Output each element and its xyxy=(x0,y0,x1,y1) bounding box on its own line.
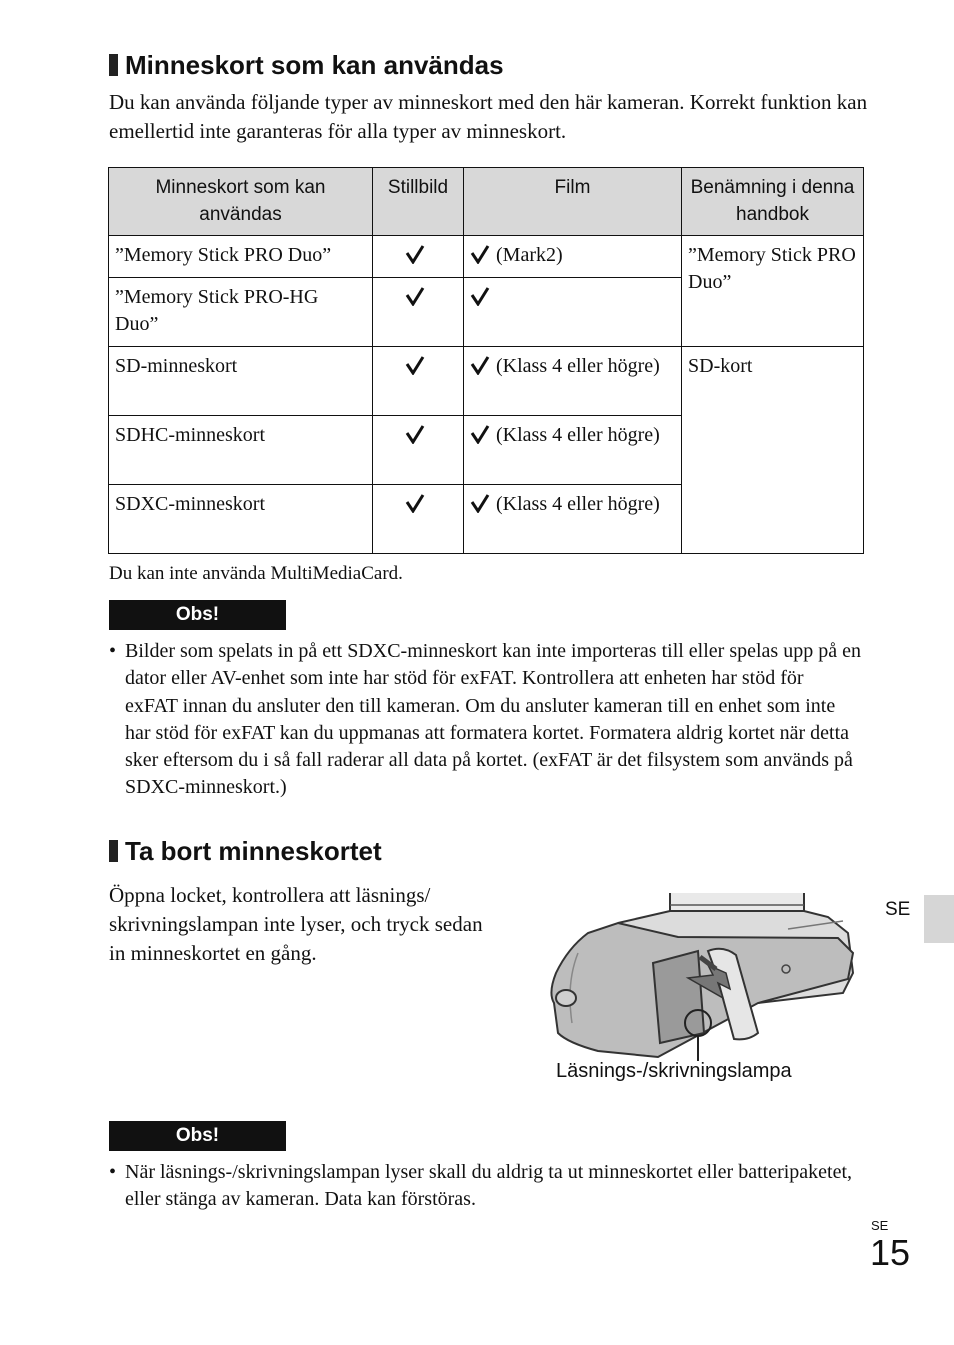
film-note: (Klass 4 eller högre) xyxy=(496,424,660,446)
col-header-card: Minneskort som kan användas xyxy=(109,168,373,236)
section-title: Ta bort minneskortet xyxy=(125,836,382,866)
film-cell xyxy=(464,278,682,347)
obs-label: Obs! xyxy=(109,1121,286,1151)
obs-text: Bilder som spelats in på ett SDXC-minneskort kan inte importeras till eller spelas upp på en dator eller AV-enhet som inte har stöd för exFAT. Kontrollera att enheten har stöd för exFAT innan du ansluter den till kameran. Om du ansluter kameran till en enhet som inte har stöd för exFAT kan du uppmanas att formatera kortet. Formatera aldrig kortet när detta sker eftersom du i så fall raderar all data på kortet. (exFAT är det filsystem som används på SDXC-minneskort.) xyxy=(125,640,861,799)
still-cell xyxy=(373,347,464,416)
check-icon xyxy=(470,244,490,264)
remove-instructions: Öppna locket, kontrollera att läsnings/ skrivningslampan inte lyser, och tryck sedan in minneskortet en gång. xyxy=(109,883,483,965)
card-type-cell: ”Memory Stick PRO Duo” xyxy=(109,236,373,278)
table-header-row xyxy=(109,168,864,236)
intro-paragraph: Du kan använda följande typer av minneskort med den här kameran. Korrekt funktion kan emellertid inte garanteras för alla typer av minneskort. xyxy=(109,90,868,143)
heading-marker-icon xyxy=(109,840,118,862)
section-heading-remove-card xyxy=(109,836,382,866)
check-icon xyxy=(405,355,425,375)
card-type-cell: ”Memory Stick PRO-HG Duo” xyxy=(109,278,373,347)
obs-bullet xyxy=(109,638,861,802)
check-icon xyxy=(470,493,490,513)
camera-illustration xyxy=(548,893,858,1063)
film-cell xyxy=(464,485,682,554)
obs-label: Obs! xyxy=(109,600,286,630)
col-header-still: Stillbild xyxy=(373,168,464,236)
film-note: (Klass 4 eller högre) xyxy=(496,493,660,515)
still-cell xyxy=(373,236,464,278)
table-note: Du kan inte använda MultiMediaCard. xyxy=(109,563,403,584)
obs-bullet xyxy=(109,1159,861,1214)
film-cell xyxy=(464,347,682,416)
check-icon xyxy=(470,355,490,375)
film-cell xyxy=(464,236,682,278)
film-note: (Mark2) xyxy=(496,244,563,266)
check-icon xyxy=(405,424,425,444)
col-header-film: Film xyxy=(464,168,682,236)
check-icon xyxy=(470,424,490,444)
memory-card-table xyxy=(108,167,864,554)
col-header-name: Benämning i denna handbok xyxy=(682,168,864,236)
film-note: (Klass 4 eller högre) xyxy=(496,355,660,377)
film-cell xyxy=(464,416,682,485)
card-type-cell: SD-minneskort xyxy=(109,347,373,416)
bullet-icon: • xyxy=(109,1161,117,1183)
table-row xyxy=(109,236,864,278)
page-number: 15 xyxy=(870,1232,911,1273)
card-type-cell: SDXC-minneskort xyxy=(109,485,373,554)
page-language: SE xyxy=(871,1218,889,1233)
side-tab xyxy=(924,895,954,943)
check-icon xyxy=(470,286,490,306)
heading-marker-icon xyxy=(109,54,118,76)
card-type-cell: SDHC-minneskort xyxy=(109,416,373,485)
obs-text: När läsnings-/skrivningslampan lyser skall du aldrig ta ut minneskortet eller batteripaketet, eller stänga av kameran. Data kan förstöras. xyxy=(125,1161,853,1211)
section-heading-memory-cards xyxy=(109,50,504,80)
illustration-caption: Läsnings-/skrivningslampa xyxy=(556,1060,792,1082)
name-cell: SD-kort xyxy=(682,347,864,554)
section-title: Minneskort som kan användas xyxy=(125,50,504,80)
check-icon xyxy=(405,286,425,306)
still-cell xyxy=(373,485,464,554)
still-cell xyxy=(373,416,464,485)
check-icon xyxy=(405,244,425,264)
bullet-icon: • xyxy=(109,640,117,662)
name-cell: ”Memory Stick PRO Duo” xyxy=(682,236,864,347)
check-icon xyxy=(405,493,425,513)
still-cell xyxy=(373,278,464,347)
table-row xyxy=(109,347,864,416)
side-tab-label: SE xyxy=(885,899,911,920)
